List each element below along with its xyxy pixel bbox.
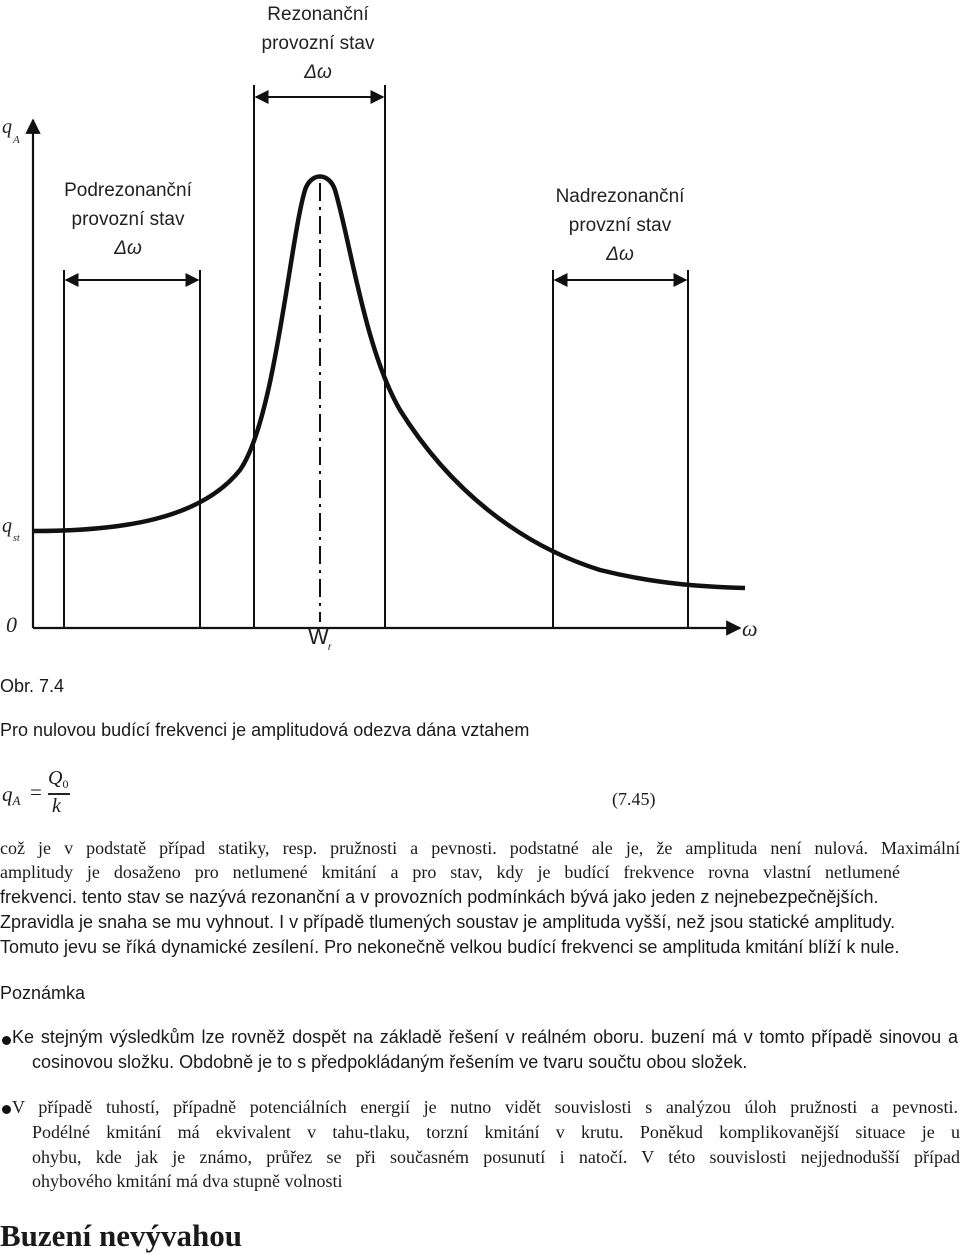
note-title: Poznámka [0,983,86,1003]
left-label-delta: Δω [114,238,142,259]
right-label-delta: Δω [606,244,634,265]
paragraph-line-1: což je v podstatě případ statiky, resp. pružnosti a pevnosti. podstatné ale je, že amplituda není nulová. Maximální [0,838,960,858]
bullet-1-line-2: cosinovou složku. Obdobně je to s předpokládaným řešením ve tvaru součtu obou složek. [32,1052,748,1072]
paragraph-line-2: amplitudy je dosaženo pro netlumené kmitání a pro stav, kdy je budící frekvence rovna vlastní netlumené [0,862,900,882]
section-heading: Buzení nevývahou [0,1218,243,1253]
bullet-2-line-1: V případě tuhostí, případně potenciálních energií je nutno vidět souvislosti s analýzou úloh pružnosti a pevnosti. [12,1097,958,1117]
equation-number: (7.45) [612,789,656,809]
bullet-2-line-3: ohybu, kde jak je známo, průřez se při současném posunutí i natočí. V této souvislosti nejjednodušší případ [32,1147,960,1167]
equation-numerator: $Q_0$ [48,767,69,791]
x-axis-label: ω [742,616,758,641]
right-label-line1: Nadrezonanční [555,186,685,207]
equation-denominator: k [52,795,61,817]
y-axis-label: q [2,116,12,138]
bullet-dot [2,1036,11,1045]
origin-label: 0 [6,612,17,637]
intro-text: Pro nulovou budící frekvenci je amplitudová odezva dána vztahem [0,720,530,740]
paragraph-line-4: Zpravidla je snaha se mu vyhnout. I v případě tlumených soustav je amplituda vyšší, než jsou statické amplitudy. [0,912,896,932]
wr-label-sub: r [328,642,332,653]
y-axis-label-sub: A [13,134,20,146]
left-label-line2: provozní stav [71,209,185,230]
top-label-line1: Rezonanční [267,4,369,25]
equation-lhs: qA [2,782,21,808]
bullet-2-line-2: Podélné kmitání má ekvivalent v tahu-tlaku, torzní kmitání v krutu. Poněkud komplikovanější situace je u [32,1122,960,1142]
left-label-line1: Podrezonanční [64,180,192,201]
bullet-dot [2,1105,11,1114]
top-label-line2: provozní stav [261,33,375,54]
paragraph-line-5: Tomuto jevu se říká dynamické zesílení. Pro nekonečně velkou budící frekvenci se amplituda kmitání blíží k nule. [0,937,900,957]
right-label-line2: provzní stav [568,215,672,236]
paragraph-line-3: frekvenci. tento stav se nazývá rezonanční a v provozních podmínkách bývá jako jeden z nejnebezpečnějších. [0,887,879,907]
wr-label: W [308,624,329,649]
equation-equals: = [30,780,42,804]
qst-label: q [2,515,12,537]
bullet-2-line-4: ohybového kmitání má dva stupně volnosti [32,1171,343,1191]
bullet-1-line-1: Ke stejným výsledkům lze rovněž dospět na základě řešení v reálném oboru. buzení má v tomto případě sinovou a [12,1027,958,1047]
figure-caption: Obr. 7.4 [0,676,65,696]
top-label-delta: Δω [304,62,332,83]
qst-label-sub: st [13,533,20,544]
